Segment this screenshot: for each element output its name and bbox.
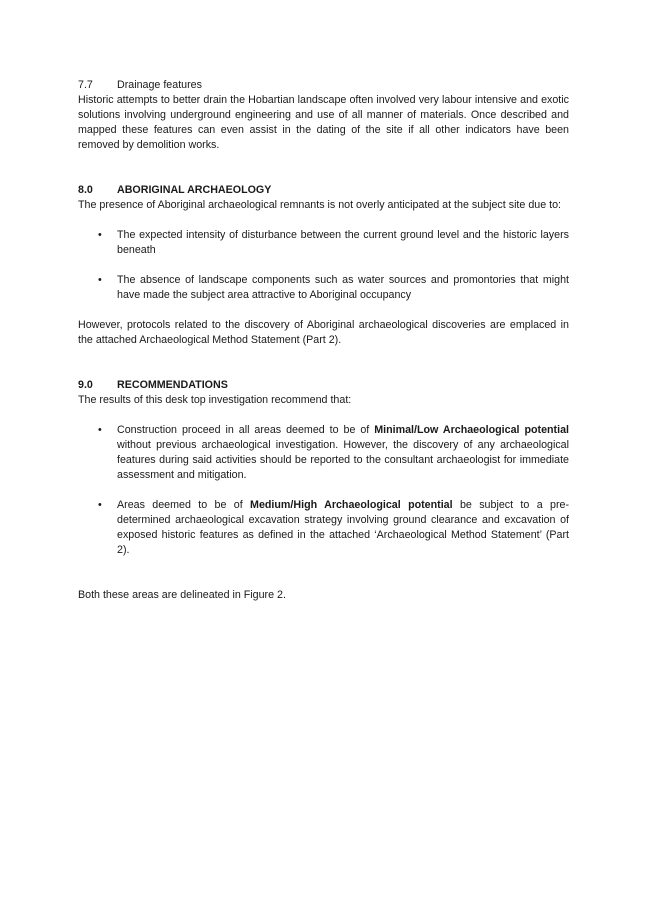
recommendations-intro: The results of this desk top investigation recommend that: bbox=[78, 394, 352, 406]
recommendations-bullet-list bbox=[78, 423, 569, 558]
bullet-icon: • bbox=[98, 424, 102, 436]
section-heading-drainage bbox=[78, 78, 569, 93]
list-item bbox=[78, 423, 569, 483]
list-item-text-post: be subject to a pre-determined archaeological excavation strategy involving ground clearance and excavation of exposed historic features as defined in the attached ‘Archaeological Method Statement’ (Part 2). bbox=[117, 499, 570, 556]
recommendations-closing: Both these areas are delineated in Figure 2. bbox=[78, 589, 286, 601]
section-title: Drainage features bbox=[117, 79, 202, 91]
section-number: 8.0 bbox=[78, 184, 93, 196]
bullet-icon: • bbox=[98, 499, 102, 511]
list-item-text-pre: Construction proceed in all areas deemed to be of bbox=[117, 424, 375, 436]
list-item-text-bold: Minimal/Low Archaeological potential bbox=[374, 424, 569, 436]
aboriginal-intro: The presence of Aboriginal archaeological remnants is not overly anticipated at the subject site due to: bbox=[78, 199, 562, 211]
list-item-text: The absence of landscape components such as water sources and promontories that might have made the subject area attractive to Aboriginal occupancy bbox=[117, 274, 569, 301]
drainage-paragraph: Historic attempts to better drain the Hobartian landscape often involved very labour intensive and exotic solutions involving underground engineering and use of all manner of materials. Once described and mapped these features can even assist in the dating of the site if all other indicators have been removed by demolition works. bbox=[78, 94, 569, 151]
section-title: ABORIGINAL ARCHAEOLOGY bbox=[117, 184, 272, 196]
list-item-text: The expected intensity of disturbance between the current ground level and the historic layers beneath bbox=[117, 229, 569, 256]
bullet-icon: • bbox=[98, 274, 102, 286]
section-number: 7.7 bbox=[78, 79, 93, 91]
section-title: RECOMMENDATIONS bbox=[117, 379, 228, 391]
aboriginal-bullet-list bbox=[78, 228, 569, 303]
section-heading-aboriginal bbox=[78, 183, 569, 198]
bullet-icon: • bbox=[98, 229, 102, 241]
aboriginal-closing: However, protocols related to the discovery of Aboriginal archaeological discoveries are emplaced in the attached Archaeological Method Statement (Part 2). bbox=[78, 319, 569, 346]
list-item bbox=[78, 228, 569, 258]
list-item-text-post: without previous archaeological investigation. However, the discovery of any archaeological features during said activities should be reported to the consultant archaeologist for immediate assessment and mitigation. bbox=[117, 439, 569, 481]
list-item-text-pre: Areas deemed to be of bbox=[117, 499, 251, 511]
list-item-text-bold: Medium/High Archaeological potential bbox=[250, 499, 453, 511]
list-item bbox=[78, 273, 569, 303]
section-heading-recommendations bbox=[78, 378, 569, 393]
document-page bbox=[78, 78, 569, 603]
section-number: 9.0 bbox=[78, 379, 93, 391]
list-item bbox=[78, 498, 569, 558]
